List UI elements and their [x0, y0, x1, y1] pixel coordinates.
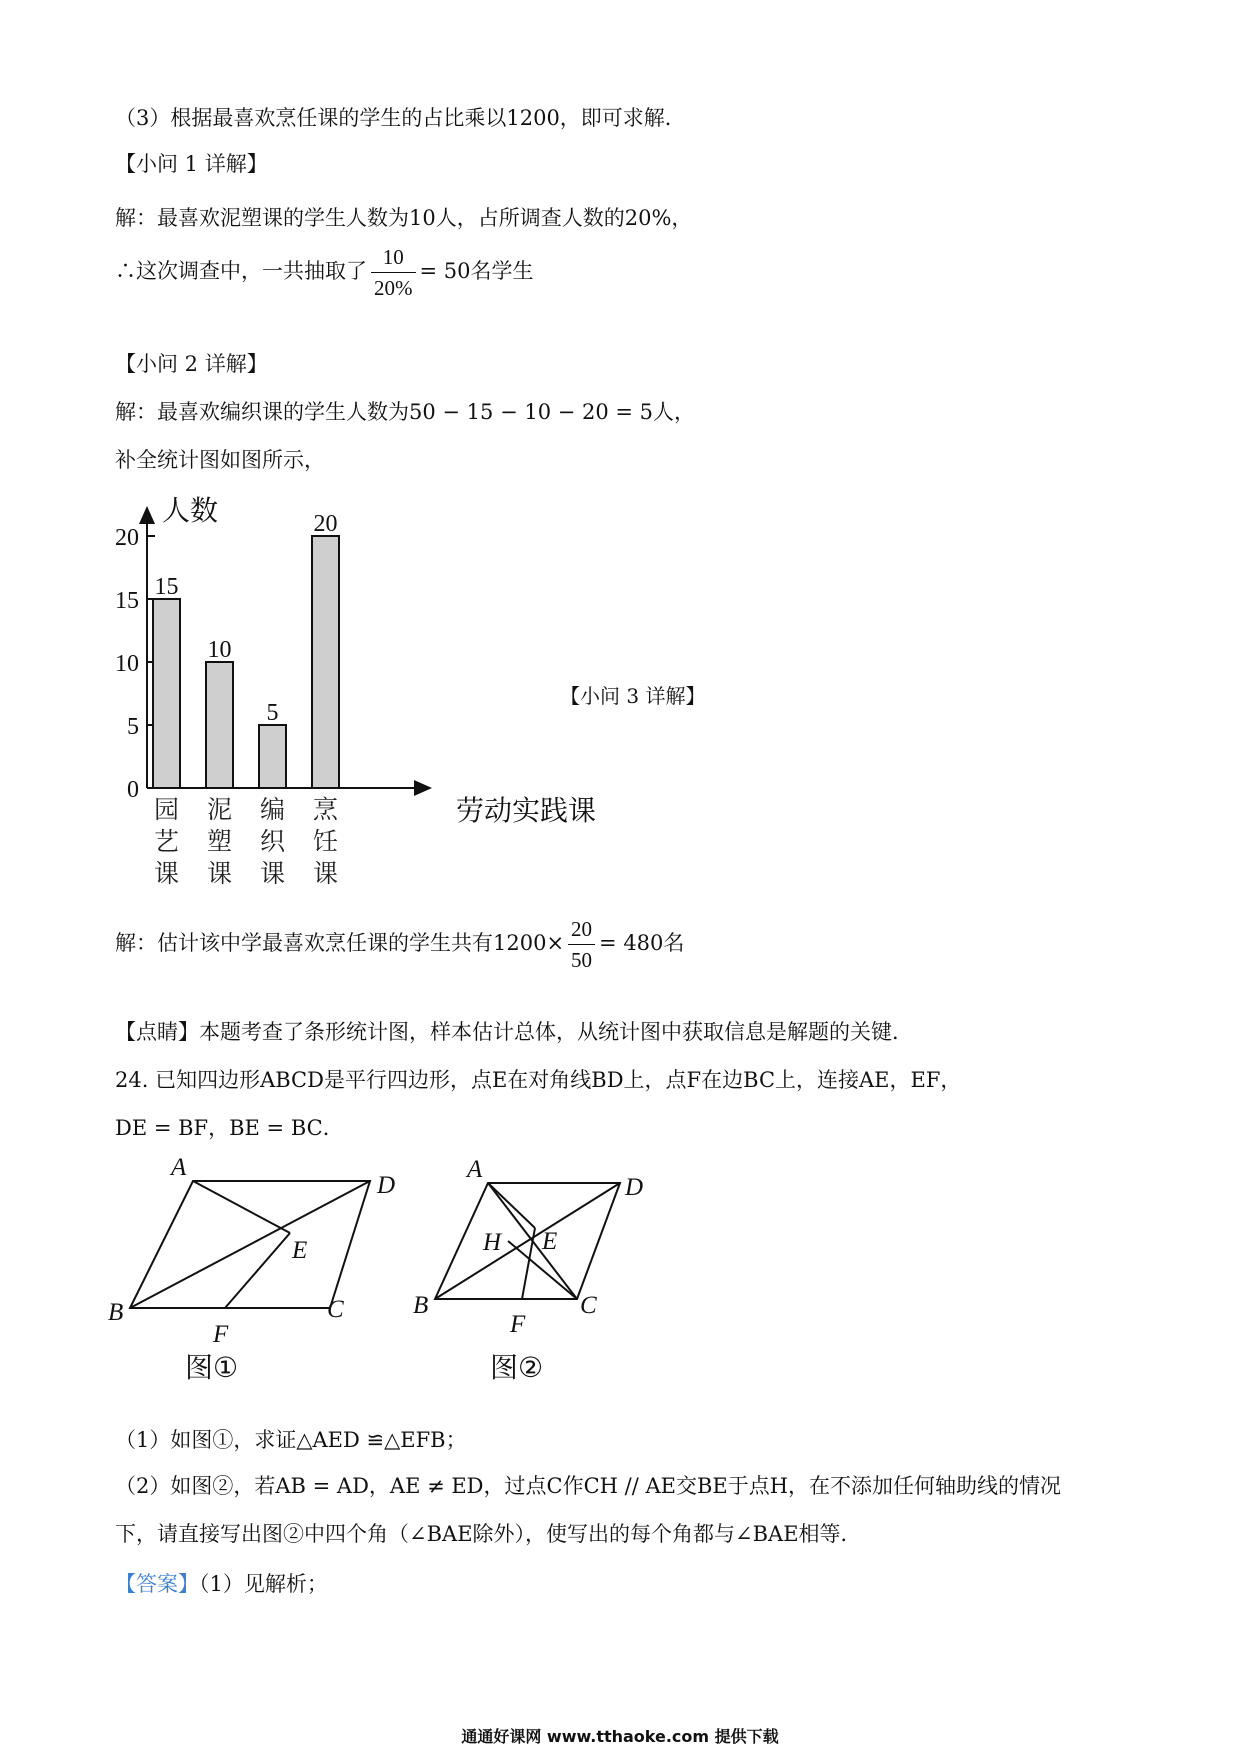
- y-tick-label-2: 10: [115, 651, 139, 677]
- bar-value-label-2: 5: [266, 700, 279, 726]
- category-label-2: 编织课: [259, 795, 286, 888]
- q1-numerator: 10: [371, 242, 416, 273]
- q24-line1: 24. 已知四边形ABCD是平行四边形，点E在对角线BD上，点F在边BC上，连接AE，EF，: [115, 1068, 962, 1092]
- bar-chart: [100, 490, 597, 900]
- q1-line2: [115, 240, 534, 303]
- q1-line2-prefix: ∴这次调查中，一共抽取了: [115, 259, 367, 283]
- segment-ae: [193, 1181, 290, 1233]
- category-label-1: 泥塑课: [206, 795, 233, 888]
- figure-2: [405, 1156, 665, 1385]
- q1-denominator: 20%: [374, 276, 413, 300]
- category-label-3: 烹饪课: [312, 795, 339, 888]
- diagonal-bd: [130, 1181, 370, 1308]
- q3-denominator: 50: [571, 948, 593, 972]
- q3-line1-prefix: 解：估计该中学最喜欢烹任课的学生共有1200×: [115, 931, 565, 955]
- x-axis-label: 劳动实践课: [456, 794, 597, 827]
- q3-fraction: [568, 914, 595, 975]
- label-f: F: [213, 1321, 229, 1348]
- answer-text: （1）见解析；: [199, 1572, 328, 1596]
- label-a: A: [467, 1156, 483, 1183]
- comment: 【点睛】本题考查了条形统计图，样本估计总体，从统计图中获取信息是解题的关键．: [115, 1020, 913, 1044]
- label-c: C: [580, 1292, 597, 1319]
- figure-1-caption: 图①: [185, 1351, 239, 1384]
- figure-2-caption: 图②: [490, 1351, 544, 1384]
- y-tick-label-0: 0: [127, 777, 139, 803]
- bar-3: [312, 536, 339, 788]
- bar-1: [206, 662, 233, 788]
- label-e: E: [542, 1228, 558, 1255]
- part3-hint: （3）根据最喜欢烹任课的学生的占比乘以1200，即可求解．: [115, 106, 686, 130]
- q3-line1: [115, 912, 684, 975]
- label-f: F: [510, 1311, 526, 1338]
- q24-sub1: （1）如图①，求证△AED ≌△EFB；: [115, 1428, 467, 1452]
- label-d: D: [625, 1174, 644, 1201]
- q24-line2: DE = BF，BE = BC．: [115, 1116, 344, 1140]
- bar-value-label-1: 10: [207, 637, 232, 663]
- bar-2: [259, 725, 286, 788]
- answer-line: [115, 1570, 328, 1598]
- y-axis-label: 人数: [162, 494, 219, 527]
- segment-ae: [488, 1183, 535, 1228]
- segment-ef: [522, 1228, 535, 1299]
- figure-1: [105, 1154, 405, 1385]
- q1-fraction: [371, 242, 416, 303]
- q1-title: 【小问 1 详解】: [115, 152, 268, 176]
- q2-line1: 解：最喜欢编织课的学生人数为50 − 15 − 10 − 20 = 5人，: [115, 400, 696, 424]
- q3-line1-suffix: = 480名: [599, 931, 685, 955]
- label-c: C: [327, 1296, 344, 1323]
- answer-tag: 【答案】: [115, 1572, 199, 1596]
- q24-sub2-line2: 下，请直接写出图②中四个角（∠BAE除外），使写出的每个角都与∠BAE相等．: [115, 1522, 862, 1546]
- q1-line1: 解：最喜欢泥塑课的学生人数为10人，占所调查人数的20%，: [115, 206, 693, 230]
- y-tick-label-3: 15: [115, 588, 139, 614]
- label-h: H: [483, 1229, 502, 1256]
- bar-value-label-0: 15: [154, 574, 179, 600]
- label-b: B: [413, 1292, 429, 1319]
- y-tick-label-4: 20: [115, 525, 139, 551]
- label-d: D: [377, 1172, 396, 1199]
- category-label-0: 园艺课: [153, 795, 180, 888]
- q1-line2-suffix: = 50名学生: [419, 259, 534, 283]
- diagonal-bd: [435, 1183, 620, 1299]
- q2-title: 【小问 2 详解】: [115, 352, 268, 376]
- segment-ef: [225, 1233, 290, 1308]
- q2-line2: 补全统计图如图所示，: [115, 448, 325, 472]
- label-e: E: [292, 1237, 308, 1264]
- footer: 通通好课网 www.tthaoke.com 提供下载: [461, 1727, 779, 1746]
- q3-title: 【小问 3 详解】: [560, 684, 706, 708]
- q3-numerator: 20: [568, 914, 595, 945]
- label-b: B: [108, 1299, 124, 1326]
- label-a: A: [171, 1154, 187, 1181]
- bar-value-label-3: 20: [313, 511, 338, 537]
- q24-sub2-line1: （2）如图②，若AB = AD，AE ≠ ED，过点C作CH // AE交BE于点H，在不添加任何轴助线的情况: [115, 1474, 1062, 1498]
- bar-0: [153, 599, 180, 788]
- y-tick-label-1: 5: [127, 714, 139, 740]
